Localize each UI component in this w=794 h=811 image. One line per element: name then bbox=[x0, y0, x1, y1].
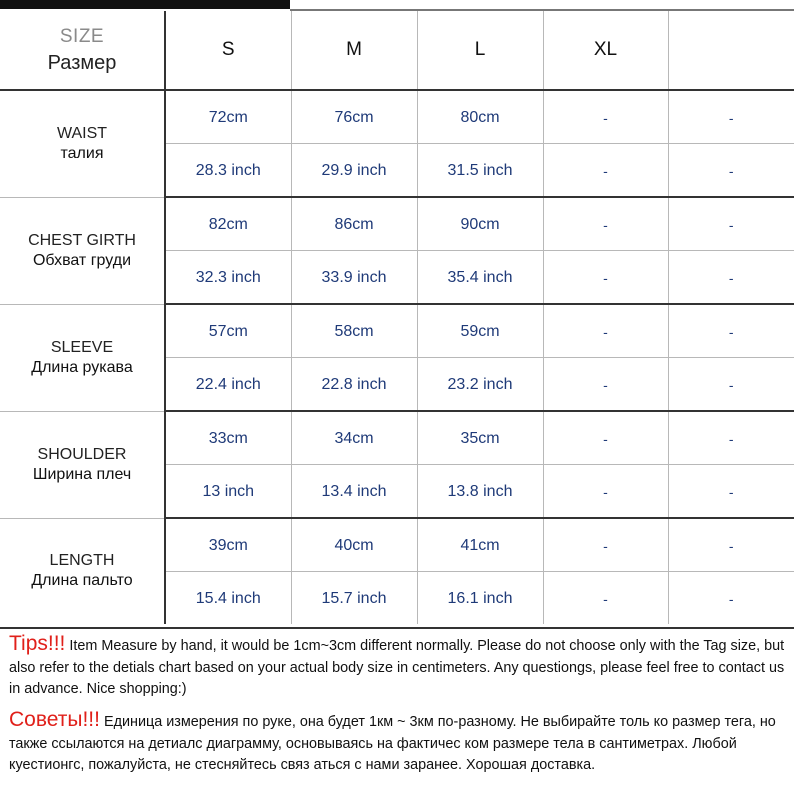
value-cell bbox=[417, 304, 543, 358]
value-cell bbox=[417, 144, 543, 198]
tips-tag-en: Tips!!! bbox=[9, 632, 66, 655]
measure-label-cell bbox=[0, 411, 165, 518]
measure-label-ru: Длина пальто bbox=[31, 572, 133, 590]
inch-value: - bbox=[603, 590, 608, 607]
inch-value: 15.7 inch bbox=[321, 590, 387, 607]
measure-label-en: CHEST GIRTH bbox=[28, 231, 136, 249]
inch-value: - bbox=[728, 590, 734, 607]
value-cell bbox=[291, 358, 417, 412]
size-header-cell bbox=[0, 11, 165, 90]
inch-value: - bbox=[728, 483, 734, 500]
tips-tag-ru: Советы!!! bbox=[9, 708, 100, 731]
value-cell bbox=[543, 572, 668, 625]
cm-value: 35cm bbox=[460, 430, 500, 447]
value-cell bbox=[165, 251, 291, 305]
measure-label-en: WAIST bbox=[56, 124, 108, 142]
cm-value: - bbox=[603, 537, 608, 554]
value-cell bbox=[543, 90, 668, 144]
cm-value: 39cm bbox=[208, 537, 248, 554]
size-chart bbox=[0, 11, 794, 627]
value-cell bbox=[291, 572, 417, 625]
inch-value: 13.4 inch bbox=[321, 483, 387, 500]
value-cell bbox=[543, 518, 668, 572]
inch-value: - bbox=[728, 376, 734, 393]
size-label-ru: Размер bbox=[47, 51, 117, 74]
measure-label-ru: Длина рукава bbox=[31, 358, 133, 376]
value-cell bbox=[291, 411, 417, 465]
cm-value: 86cm bbox=[334, 216, 374, 233]
value-cell bbox=[291, 90, 417, 144]
inch-value: 28.3 inch bbox=[195, 162, 261, 179]
column-header-empty bbox=[668, 11, 794, 90]
cm-value: 40cm bbox=[334, 537, 374, 554]
cm-value: - bbox=[728, 323, 734, 340]
value-cell bbox=[543, 251, 668, 305]
column-header-label: M bbox=[346, 39, 362, 60]
column-header-label: XL bbox=[593, 39, 618, 60]
value-cell bbox=[668, 572, 794, 625]
cm-value: 57cm bbox=[208, 323, 248, 340]
inch-value: 33.9 inch bbox=[321, 269, 387, 286]
top-accent-bar bbox=[0, 0, 290, 9]
column-header-label: S bbox=[221, 39, 235, 60]
cm-value: 90cm bbox=[460, 216, 500, 233]
cm-value: 76cm bbox=[334, 109, 374, 126]
value-cell bbox=[291, 304, 417, 358]
value-cell bbox=[668, 518, 794, 572]
value-cell bbox=[543, 358, 668, 412]
value-cell bbox=[417, 90, 543, 144]
value-cell bbox=[165, 304, 291, 358]
table-row bbox=[0, 197, 794, 251]
measure-label-cell bbox=[0, 90, 165, 197]
value-cell bbox=[165, 197, 291, 251]
value-cell bbox=[417, 411, 543, 465]
column-header-l bbox=[417, 11, 543, 90]
value-cell bbox=[417, 251, 543, 305]
value-cell bbox=[668, 144, 794, 198]
cm-value: - bbox=[728, 109, 734, 126]
cm-value: 58cm bbox=[334, 323, 374, 340]
value-cell bbox=[668, 304, 794, 358]
value-cell bbox=[668, 465, 794, 519]
inch-value: 29.9 inch bbox=[321, 162, 387, 179]
cm-value: 34cm bbox=[334, 430, 374, 447]
inch-value: 15.4 inch bbox=[195, 590, 261, 607]
tips-text-ru: Единица измерения по руке, она будет 1км ~ 3км по-разному. Не выбирайте толь ко размер тега, но также ссылаются на детиалс диаграмму, основываясь на фактичес ком размере тела в сантиметрах. Любой куестионгс, пожалуйста, не стесняйтесь связ аться с нами заранее. Хорошая доставка. bbox=[9, 714, 776, 773]
inch-value: - bbox=[603, 162, 608, 179]
table-row bbox=[0, 518, 794, 572]
value-cell bbox=[543, 197, 668, 251]
value-cell bbox=[165, 572, 291, 625]
inch-value: - bbox=[603, 269, 608, 286]
value-cell bbox=[417, 518, 543, 572]
cm-value: - bbox=[603, 109, 608, 126]
cm-value: - bbox=[728, 537, 734, 554]
cm-value: 33cm bbox=[208, 430, 248, 447]
inch-value: - bbox=[728, 269, 734, 286]
inch-value: - bbox=[728, 162, 734, 179]
value-cell bbox=[543, 304, 668, 358]
inch-value: - bbox=[603, 483, 608, 500]
inch-value: 31.5 inch bbox=[447, 162, 513, 179]
measure-label-cell bbox=[0, 518, 165, 624]
measure-label-en: LENGTH bbox=[49, 552, 115, 570]
cm-value: - bbox=[603, 216, 608, 233]
column-header-xl bbox=[543, 11, 668, 90]
size-chart-table bbox=[0, 11, 794, 624]
value-cell bbox=[668, 251, 794, 305]
value-cell bbox=[668, 358, 794, 412]
tips-section bbox=[0, 627, 794, 811]
cm-value: 82cm bbox=[208, 216, 248, 233]
inch-value: 35.4 inch bbox=[447, 269, 513, 286]
measure-label-cell bbox=[0, 304, 165, 411]
inch-value: 22.8 inch bbox=[321, 376, 387, 393]
table-row bbox=[0, 90, 794, 144]
value-cell bbox=[417, 197, 543, 251]
size-label-en: SIZE bbox=[59, 25, 105, 47]
measure-label-ru: Ширина плеч bbox=[32, 465, 132, 483]
measure-label-ru: талия bbox=[60, 144, 104, 162]
measure-label-ru: Обхват груди bbox=[32, 251, 131, 269]
value-cell bbox=[291, 518, 417, 572]
table-row bbox=[0, 411, 794, 465]
table-row bbox=[0, 304, 794, 358]
value-cell bbox=[165, 465, 291, 519]
value-cell bbox=[165, 358, 291, 412]
inch-value: 13 inch bbox=[202, 483, 255, 500]
value-cell bbox=[291, 197, 417, 251]
value-cell bbox=[668, 90, 794, 144]
value-cell bbox=[668, 197, 794, 251]
inch-value: 22.4 inch bbox=[195, 376, 261, 393]
inch-value: 13.8 inch bbox=[447, 483, 513, 500]
column-header-label: L bbox=[474, 39, 486, 60]
inch-value: 23.2 inch bbox=[447, 376, 513, 393]
value-cell bbox=[668, 411, 794, 465]
cm-value: 72cm bbox=[208, 109, 248, 126]
inch-value: - bbox=[603, 376, 608, 393]
cm-value: 59cm bbox=[460, 323, 500, 340]
value-cell bbox=[543, 144, 668, 198]
value-cell bbox=[543, 465, 668, 519]
value-cell bbox=[417, 358, 543, 412]
value-cell bbox=[291, 144, 417, 198]
tips-note-ru bbox=[9, 709, 787, 777]
value-cell bbox=[165, 90, 291, 144]
cm-value: - bbox=[728, 430, 734, 447]
header-row bbox=[0, 11, 794, 90]
value-cell bbox=[291, 465, 417, 519]
cm-value: - bbox=[603, 430, 608, 447]
measure-label-en: SLEEVE bbox=[50, 338, 114, 356]
value-cell bbox=[291, 251, 417, 305]
cm-value: - bbox=[728, 216, 734, 233]
value-cell bbox=[165, 411, 291, 465]
value-cell bbox=[165, 518, 291, 572]
inch-value: 16.1 inch bbox=[447, 590, 513, 607]
value-cell bbox=[417, 572, 543, 625]
cm-value: - bbox=[603, 323, 608, 340]
value-cell bbox=[165, 144, 291, 198]
inch-value: 32.3 inch bbox=[195, 269, 261, 286]
measure-label-cell bbox=[0, 197, 165, 304]
column-header-s bbox=[165, 11, 291, 90]
value-cell bbox=[543, 411, 668, 465]
cm-value: 80cm bbox=[460, 109, 500, 126]
column-header-m bbox=[291, 11, 417, 90]
measure-label-en: SHOULDER bbox=[37, 445, 127, 463]
tips-text-en: Item Measure by hand, it would be 1cm~3cm different normally. Please do not choose only with the Tag size, but also refer to the detials chart based on your actual body size in centimeters. Any questiongs, please feel free to contact us in advance. Nice shopping:) bbox=[9, 638, 785, 697]
value-cell bbox=[417, 465, 543, 519]
cm-value: 41cm bbox=[460, 537, 500, 554]
tips-note-en bbox=[9, 633, 787, 701]
